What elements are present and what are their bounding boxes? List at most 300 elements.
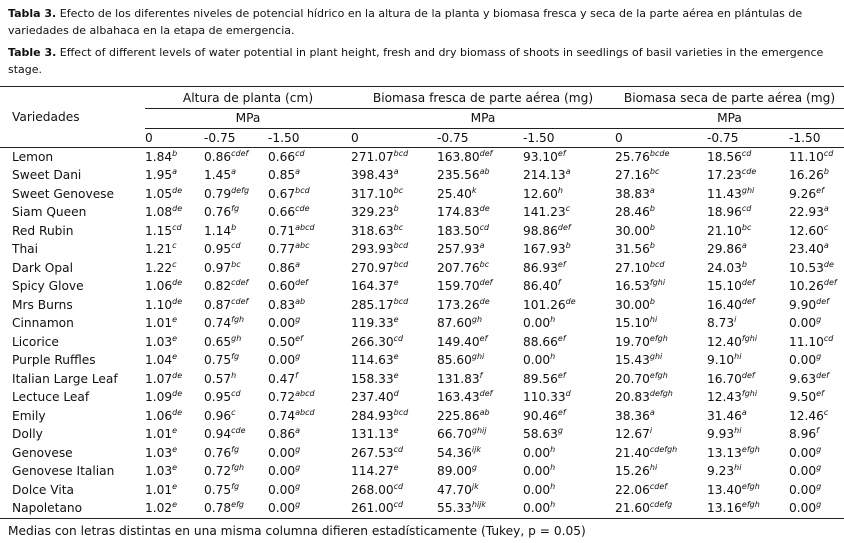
value-cell [268, 407, 351, 426]
mean-value: 0.75 [204, 353, 232, 368]
mean-value: 114.27 [351, 464, 394, 479]
mean-value: 0.76 [204, 205, 232, 220]
value-cell [523, 314, 615, 333]
value-cell [615, 481, 707, 500]
significance-letters: de [479, 204, 490, 214]
mean-value: 0.00 [789, 353, 817, 368]
significance-letters: b [231, 222, 237, 232]
value-cell [351, 333, 437, 352]
mean-value: 87.60 [437, 316, 472, 331]
header-variedades: Variedades [0, 87, 145, 147]
value-cell [615, 370, 707, 389]
significance-letters: def [741, 370, 755, 380]
mean-value: 266.30 [351, 334, 394, 349]
header-level: -1.50 [523, 130, 555, 145]
value-cell [707, 240, 789, 259]
mean-value: 0.85 [268, 168, 296, 183]
significance-letters: bcd [393, 407, 409, 417]
value-cell [145, 462, 204, 481]
mean-value: 1.01 [145, 316, 173, 331]
significance-letters: ef [557, 370, 566, 380]
mean-value: 270.97 [351, 260, 394, 275]
mean-value: 1.10 [145, 297, 173, 312]
value-cell [437, 462, 523, 481]
value-cell [707, 370, 789, 389]
mean-value: 183.50 [437, 223, 480, 238]
significance-letters: cd [823, 148, 834, 158]
significance-letters: g [295, 444, 301, 454]
mean-value: 21.60 [615, 501, 650, 516]
significance-letters: def [479, 278, 493, 288]
value-cell [351, 147, 437, 166]
variety-name: Dolly [12, 427, 43, 442]
value-cell [789, 166, 844, 185]
significance-letters: c [565, 204, 571, 214]
variety-name: Lectuce Leaf [12, 390, 90, 405]
significance-letters: ghi [649, 352, 663, 362]
significance-letters: bcd [393, 241, 409, 251]
significance-letters: ab [479, 407, 490, 417]
significance-letters: e [393, 463, 399, 473]
significance-letters: def [479, 148, 493, 158]
mean-value: 24.03 [707, 260, 742, 275]
variety-name: Sweet Genovese [12, 186, 115, 201]
value-cell [204, 277, 268, 296]
value-cell [707, 481, 789, 500]
significance-letters: efgh [741, 481, 760, 491]
significance-letters: h [550, 352, 556, 362]
mean-value: 141.23 [523, 205, 566, 220]
mean-value: 1.03 [145, 464, 173, 479]
mean-value: 1.95 [145, 168, 173, 183]
significance-letters: gh [471, 315, 483, 325]
significance-letters: a [479, 241, 485, 251]
mean-value: 1.05 [145, 186, 173, 201]
value-cell [204, 314, 268, 333]
value-cell [523, 407, 615, 426]
significance-letters: f [479, 370, 483, 380]
significance-letters: b [649, 204, 655, 214]
significance-letters: f [816, 426, 819, 436]
significance-letters: d [393, 389, 399, 399]
value-cell [707, 203, 789, 222]
value-cell [615, 222, 707, 241]
significance-letters: bcd [393, 259, 409, 269]
caption-english-text: Effect of different levels of water potential in plant height, fresh and dry biomass of shoots in seedlings of basil varieties in the emergence stage. [8, 46, 824, 76]
significance-letters: bc [649, 167, 660, 177]
value-cell [204, 185, 268, 204]
significance-letters: f [557, 278, 561, 288]
significance-letters: ghi [741, 185, 755, 195]
value-cell [145, 425, 204, 444]
value-cell [789, 147, 844, 166]
significance-letters: de [172, 389, 183, 399]
variety-name: Licorice [12, 334, 59, 349]
variety-name: Italian Large Leaf [12, 371, 118, 386]
value-cell [268, 370, 351, 389]
significance-letters: bcd [393, 148, 409, 158]
value-cell [707, 425, 789, 444]
value-cell [615, 240, 707, 259]
significance-letters: def [823, 278, 837, 288]
mean-value: 0.00 [523, 464, 551, 479]
value-cell [204, 147, 268, 166]
mean-value: 0.00 [268, 316, 296, 331]
value-cell [523, 203, 615, 222]
mean-value: 398.43 [351, 168, 394, 183]
mean-value: 0.76 [204, 445, 232, 460]
data-table [0, 86, 844, 519]
significance-letters: cd [741, 204, 752, 214]
mean-value: 0.72 [268, 390, 296, 405]
mean-value: 8.73 [707, 316, 735, 331]
variety-name: Red Rubin [12, 223, 74, 238]
mean-value: 0.83 [268, 297, 296, 312]
significance-letters: efgh [741, 444, 760, 454]
value-cell [145, 166, 204, 185]
mean-value: 0.78 [204, 501, 232, 516]
table-row [0, 481, 844, 500]
mean-value: 0.75 [204, 482, 232, 497]
significance-letters: b [741, 259, 747, 269]
significance-letters: def [557, 222, 571, 232]
significance-letters: ab [479, 167, 490, 177]
mean-value: 1.09 [145, 390, 173, 405]
table-row [0, 166, 844, 185]
significance-letters: h [557, 185, 563, 195]
mean-value: 0.00 [268, 501, 296, 516]
significance-letters: cd [393, 333, 404, 343]
mean-value: 1.02 [145, 501, 173, 516]
header-group-row [0, 87, 844, 109]
significance-letters: e [172, 426, 178, 436]
significance-letters: cd [741, 148, 752, 158]
significance-letters: def [295, 278, 308, 288]
value-cell [204, 333, 268, 352]
significance-letters: de [172, 407, 183, 417]
significance-letters: g [816, 481, 822, 491]
variety-name: Thai [12, 242, 39, 257]
header-unit: MPa [351, 109, 615, 129]
value-cell [615, 314, 707, 333]
significance-letters: g [816, 444, 822, 454]
significance-letters: b [172, 148, 178, 158]
mean-value: 9.10 [707, 353, 735, 368]
value-cell [145, 277, 204, 296]
value-cell [145, 388, 204, 407]
mean-value: 15.43 [615, 353, 650, 368]
significance-letters: b [393, 204, 399, 214]
value-cell [204, 203, 268, 222]
mean-value: 16.70 [707, 371, 742, 386]
mean-value: 267.53 [351, 445, 394, 460]
mean-value: 0.00 [523, 501, 551, 516]
value-cell [437, 407, 523, 426]
value-cell [523, 425, 615, 444]
significance-letters: defgh [649, 389, 673, 399]
value-cell [268, 240, 351, 259]
significance-letters: ef [557, 407, 566, 417]
significance-letters: bc [479, 259, 490, 269]
value-cell [707, 388, 789, 407]
header-level: -1.50 [789, 130, 821, 145]
value-cell [707, 462, 789, 481]
mean-value: 0.00 [789, 445, 817, 460]
header-biomasa-fresca: Biomasa fresca de parte aérea (mg) [351, 87, 615, 109]
mean-value: 0.94 [204, 427, 232, 442]
mean-value: 268.00 [351, 482, 394, 497]
mean-value: 54.36 [437, 445, 472, 460]
header-biomasa-seca: Biomasa seca de parte aérea (mg) [615, 87, 844, 109]
header-level: -0.75 [204, 130, 236, 145]
significance-letters: a [231, 167, 237, 177]
mean-value: 0.00 [789, 464, 817, 479]
caption-spanish-text: Efecto de los diferentes niveles de potencial hídrico en la altura de la planta y biomasa fresca y seca de la parte aérea en plántulas de variedades de albahaca en la etapa de emergencia. [8, 7, 803, 37]
mean-value: 0.47 [268, 371, 296, 386]
mean-value: 0.00 [523, 445, 551, 460]
mean-value: 1.06 [145, 279, 173, 294]
mean-value: 10.26 [789, 279, 824, 294]
mean-value: 28.46 [615, 205, 650, 220]
value-cell [268, 351, 351, 370]
value-cell [351, 240, 437, 259]
value-cell [707, 166, 789, 185]
significance-letters: e [393, 278, 399, 288]
significance-letters: a [649, 407, 655, 417]
value-cell [437, 388, 523, 407]
significance-letters: cdef [231, 148, 249, 158]
mean-value: 159.70 [437, 279, 480, 294]
mean-value: 0.00 [523, 353, 551, 368]
value-cell [145, 481, 204, 500]
value-cell [523, 333, 615, 352]
value-cell [523, 296, 615, 315]
mean-value: 9.50 [789, 390, 817, 405]
significance-letters: h [231, 370, 237, 380]
value-cell [268, 444, 351, 463]
significance-letters: efgh [649, 370, 668, 380]
mean-value: 15.26 [615, 464, 650, 479]
mean-value: 0.00 [789, 316, 817, 331]
mean-value: 1.21 [145, 242, 173, 257]
mean-value: 214.13 [523, 168, 566, 183]
value-cell [145, 351, 204, 370]
significance-letters: bc [231, 259, 241, 269]
value-cell [615, 259, 707, 278]
value-cell [789, 185, 844, 204]
significance-letters: g [295, 463, 301, 473]
value-cell [437, 425, 523, 444]
value-cell [523, 240, 615, 259]
value-cell [437, 370, 523, 389]
mean-value: 13.16 [707, 501, 742, 516]
value-cell [351, 166, 437, 185]
value-cell [789, 277, 844, 296]
significance-letters: ef [295, 333, 303, 343]
mean-value: 9.63 [789, 371, 817, 386]
significance-letters: ghi [471, 352, 485, 362]
mean-value: 9.26 [789, 186, 817, 201]
value-cell [523, 481, 615, 500]
mean-value: 163.80 [437, 149, 480, 164]
significance-letters: e [172, 444, 178, 454]
mean-value: 0.77 [268, 242, 296, 257]
value-cell [268, 203, 351, 222]
variety-name: Spicy Glove [12, 279, 84, 294]
value-cell [707, 222, 789, 241]
variety-name: Genovese [12, 445, 73, 460]
mean-value: 149.40 [437, 334, 480, 349]
significance-letters: de [172, 185, 183, 195]
value-cell [707, 147, 789, 166]
value-cell [351, 203, 437, 222]
significance-letters: def [479, 389, 493, 399]
value-cell [523, 499, 615, 518]
value-cell [145, 370, 204, 389]
value-cell [437, 203, 523, 222]
mean-value: 0.66 [268, 149, 296, 164]
significance-letters: cd [172, 222, 182, 232]
significance-letters: e [393, 352, 399, 362]
mean-value: 29.86 [707, 242, 742, 257]
mean-value: 0.74 [204, 316, 232, 331]
mean-value: 0.67 [268, 186, 296, 201]
significance-letters: fg [231, 481, 240, 491]
value-cell [351, 462, 437, 481]
significance-letters: fgh [231, 315, 245, 325]
mean-value: 1.01 [145, 482, 173, 497]
significance-letters: a [172, 167, 178, 177]
mean-value: 110.33 [523, 390, 566, 405]
value-cell [615, 425, 707, 444]
significance-letters: cd [231, 241, 241, 251]
variety-name: Emily [12, 408, 46, 423]
significance-letters: a [295, 426, 301, 436]
variety-name: Genovese Italian [12, 464, 115, 479]
significance-letters: c [231, 407, 236, 417]
value-cell [437, 222, 523, 241]
mean-value: 0.00 [268, 445, 296, 460]
mean-value: 1.07 [145, 371, 173, 386]
value-cell [707, 333, 789, 352]
mean-value: 21.40 [615, 445, 650, 460]
mean-value: 0.87 [204, 297, 232, 312]
value-cell [707, 185, 789, 204]
table-row [0, 333, 844, 352]
mean-value: 237.40 [351, 390, 394, 405]
mean-value: 10.53 [789, 260, 824, 275]
mean-value: 21.10 [707, 223, 742, 238]
mean-value: 293.93 [351, 242, 394, 257]
significance-letters: bc [393, 222, 404, 232]
mean-value: 1.22 [145, 260, 173, 275]
value-cell [789, 370, 844, 389]
significance-letters: h [550, 315, 556, 325]
caption-spanish [8, 5, 834, 39]
value-cell [437, 147, 523, 166]
value-cell [145, 240, 204, 259]
variety-name: Sweet Dani [12, 168, 82, 183]
mean-value: 167.93 [523, 242, 566, 257]
value-cell [145, 296, 204, 315]
mean-value: 30.00 [615, 297, 650, 312]
value-cell [615, 407, 707, 426]
mean-value: 1.45 [204, 168, 232, 183]
variety-name: Dolce Vita [12, 482, 75, 497]
significance-letters: bcd [393, 296, 409, 306]
mean-value: 0.95 [204, 242, 232, 257]
value-cell [437, 240, 523, 259]
significance-letters: a [565, 167, 571, 177]
value-cell [145, 222, 204, 241]
mean-value: 158.33 [351, 371, 394, 386]
value-cell [523, 147, 615, 166]
mean-value: 86.40 [523, 279, 558, 294]
significance-letters: e [172, 500, 178, 510]
footnote: Medias con letras distintas en una misma columna difieren estadísticamente (Tukey, p = 0.05) [8, 524, 586, 538]
caption-english-label: Table 3. [8, 46, 57, 59]
value-cell [351, 499, 437, 518]
value-cell [789, 259, 844, 278]
value-cell [615, 351, 707, 370]
significance-letters: a [823, 204, 829, 214]
mean-value: 285.17 [351, 297, 394, 312]
caption-english [8, 44, 834, 78]
mean-value: 101.26 [523, 297, 566, 312]
mean-value: 98.86 [523, 223, 558, 238]
significance-letters: jk [471, 481, 479, 491]
significance-letters: de [479, 296, 490, 306]
mean-value: 1.84 [145, 149, 173, 164]
mean-value: 19.70 [615, 334, 650, 349]
mean-value: 174.83 [437, 205, 480, 220]
significance-letters: hi [649, 315, 658, 325]
significance-letters: e [393, 370, 399, 380]
significance-letters: b [823, 167, 829, 177]
value-cell [789, 425, 844, 444]
mean-value: 88.66 [523, 334, 558, 349]
mean-value: 0.86 [268, 260, 296, 275]
mean-value: 16.26 [789, 168, 824, 183]
mean-value: 207.76 [437, 260, 480, 275]
value-cell [437, 185, 523, 204]
value-cell [204, 444, 268, 463]
significance-letters: c [172, 259, 177, 269]
value-cell [789, 388, 844, 407]
value-cell [615, 296, 707, 315]
mean-value: 12.60 [523, 186, 558, 201]
value-cell [789, 296, 844, 315]
significance-letters: cde [295, 204, 310, 214]
value-cell [204, 259, 268, 278]
significance-letters: cd [823, 333, 834, 343]
value-cell [523, 462, 615, 481]
variety-name: Dark Opal [12, 260, 73, 275]
value-cell [789, 444, 844, 463]
significance-letters: e [172, 333, 178, 343]
value-cell [615, 333, 707, 352]
significance-letters: g [295, 481, 301, 491]
mean-value: 1.03 [145, 445, 173, 460]
value-cell [523, 185, 615, 204]
mean-value: 66.70 [437, 427, 472, 442]
significance-letters: b [649, 222, 655, 232]
variety-name: Napoletano [12, 501, 83, 516]
significance-letters: abcd [295, 389, 315, 399]
value-cell [204, 222, 268, 241]
mean-value: 318.63 [351, 223, 394, 238]
mean-value: 1.06 [145, 408, 173, 423]
